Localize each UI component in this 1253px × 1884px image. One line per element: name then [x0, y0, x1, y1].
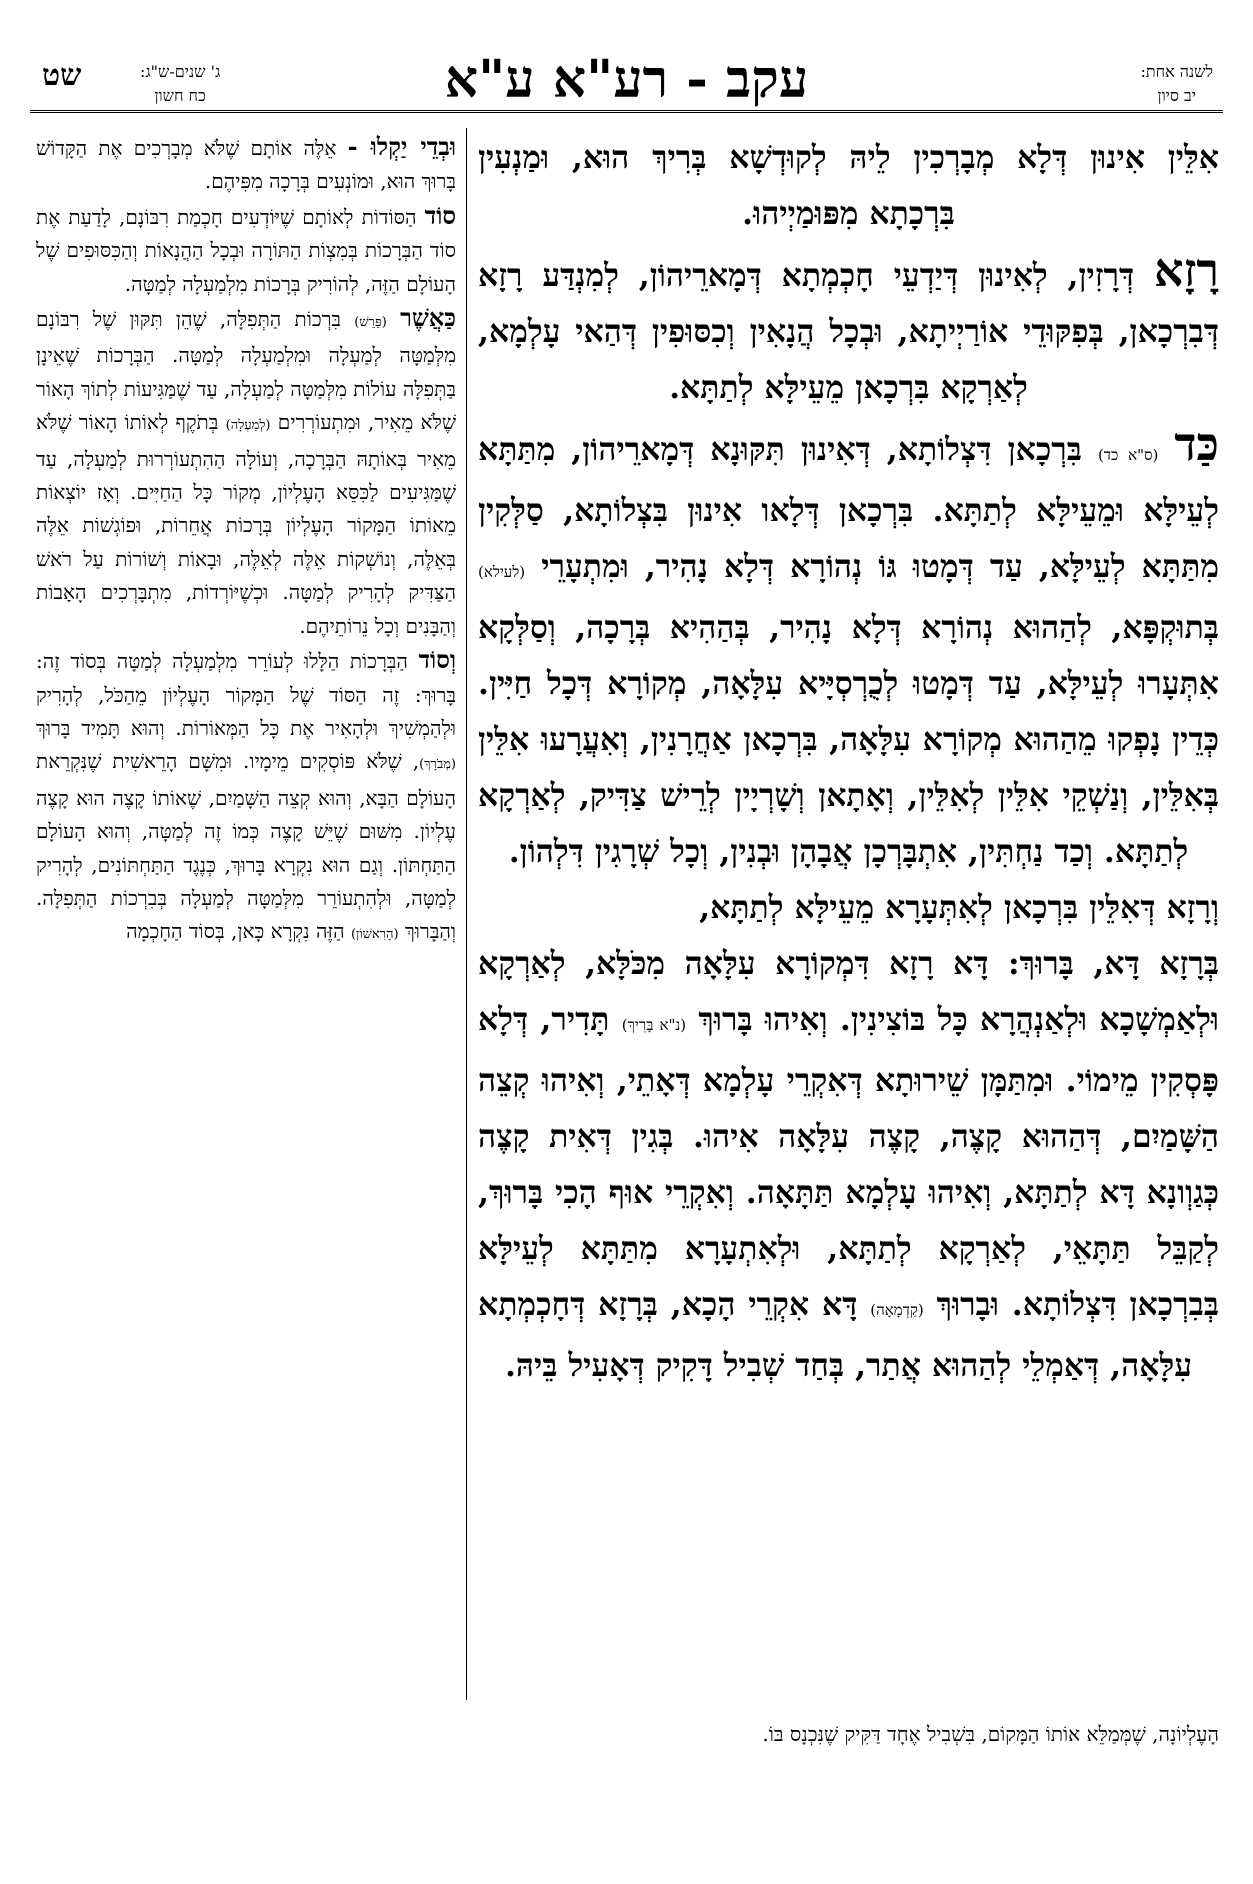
header-rule	[30, 110, 1223, 113]
commentary-paragraph-3	[36, 301, 456, 643]
main-p5-text-a: בְּרָזָא דָּא, בָּרוּךְ: דָּא רָזָא דִּמְקוֹרָא עִלָּאָה מִכֹּלָּא, לְאַרְקָא וּלְאַמְשָׁכָא וּלְאַנְהֲרָא כָּל בּוֹצִינִין. וְאִיהוּ בָּרוּךְ	[478, 945, 1219, 1038]
commentary-c2-text: הַסּוֹדוֹת לְאוֹתָם שֶׁיּוֹדְעִים חָכְמַת רִבּוֹנָם, לָדַעַת אֶת סוֹד הַבְּרָכוֹת בְּמִצְוֹת הַתּוֹרָה וּבְכָל הַהֲנָאוֹת וְהַכִּסּוּפִים שֶׁל הָעוֹלָם הַזֶּה, לְהוֹרִיק בְּרָכוֹת מִלְמַעְלָה לְמַטָּה.	[36, 204, 456, 296]
commentary-c3-text-b: בְּתֹקֶף לְאוֹתוֹ הָאוֹר שֶׁלֹּא מֵאִיר בְּאוֹתָהּ הַבְּרָכָה, וְעוֹלָה הַהִתְעוֹרְרוּת לְמַעְלָה, עַד שֶׁמַּגִּיעִים לַכִּסֵּא הָעֶלְיוֹן, מְקוֹר כָּל הַחַיִּים. וְאָז יוֹצְאוֹת מֵאוֹתוֹ הַמָּקוֹר הָעֶלְיוֹן בְּרָכוֹת אֲחֵרוֹת, וּפוֹגְשׁוֹת אֵלֶּה בְּאֵלֶּה, וְנוֹשְׁקוֹת אֵלֶּה לְאֵלֶּה, וּבָאוֹת וְשׁוֹרוֹת עַל רֹאשׁ הַצַּדִּיק לְהָרִיק לְמַטָּה. וּכְשֶׁיּוֹרְדוֹת, מִתְבָּרְכִים הָאָבוֹת וְהַבָּנִים וְכָל נֵרוֹתֵיהֶם.	[36, 410, 456, 638]
commentary-c4-text-b: , שֶׁלֹּא פּוֹסְקִים מֵימָיו. וּמִשָּׁם הָרֵאשִׁית שֶׁנִּקְרֵאת הָעוֹלָם הַבָּא, וְהוּא קְצֵה הַשָּׁמַיִם, שֶׁאוֹתוֹ קָצֶה הוּא קָצֶה עֶלְיוֹן. מִשּׁוּם שֶׁיֵּשׁ קָצֶה כְּמוֹ זֶה לְמַטָּה, וְהוּא הָעוֹלָם הַתַּחְתּוֹן. וְגַם הוּא נִקְרָא בָּרוּךְ, כְּנֶגֶד הַתַּחְתּוֹנִים, לְהָרִיק לְמַטָּה, וּלְהִתְעוֹרֵר מִלְּמַטָּה לְמַעְלָה בְּבִרְכוֹת הַתְּפִלָּה. וְהַבָּרוּךְ	[36, 749, 456, 944]
commentary-c3-note2: (לְמַעְלָה)	[225, 418, 271, 434]
commentary-c4-note2: (הָרִאשׁוֹן)	[350, 927, 399, 943]
main-p3-note2: (לעילא)	[478, 563, 526, 581]
main-paragraph-3	[478, 416, 1219, 880]
main-p5-note2: (קַדְמָאָה)	[870, 1301, 924, 1319]
commentary-paragraph-4	[36, 643, 456, 952]
page-title: עקב - רע"א ע"א	[444, 49, 809, 110]
main-p3-text-b: בְּתוּקְפָּא, לְהַהוּא נְהוֹרָא דְּלָא נָהִיר, בְּהַהִיא בְּרָכָה, וְסַלְּקָא אִתְּעָרוּ לְעֵילָּא, עַד דְּמָטוּ לְכֻרְסְיָּיא עִלָּאָה, מְקוֹרָא דְּכָל חַיִּין. כְּדֵין נָפְקוּ מֵהַהוּא מְקוֹרָא עִלָּאָה, בִּרְכָאן אַחֲרָנִין, וְאִעֲרָעוּ אִלֵּין בְּאִלֵּין, וְנַשְׁקֵי אִלֵּין לְאִלֵּין, וְאָתָאן וְשָׁרְיָין לְרֵישׁ צַדִּיק, לְאַרְקָא לְתַתָּא. וְכַד נַחְתִּין, אִתְבָּרְכָן אֲבָהָן וּבְנִין, וְכָל שְׁרָגִין דִּלְהוֹן.	[478, 609, 1219, 870]
main-paragraph-5	[478, 936, 1219, 1394]
commentary-c2-keyword: סוֹד	[424, 200, 456, 230]
main-p3-note1: (ס"א כד)	[1097, 446, 1159, 464]
commentary-paragraph-1	[36, 130, 456, 199]
main-p5-text-c: דָּא אִקְרֵי הָכָא, בְּרָזָא דְּחָכְמְתָא עִלָּאָה, דְּאַמְלֵי לְהַהוּא אֲתַר, בְּחַד שְׁבִיל דָּקִיק דְּאָעִיל בֵּיהּ.	[478, 1286, 1193, 1384]
commentary-paragraph-2	[36, 199, 456, 301]
commentary-c4-keyword: וְסוֹד	[418, 645, 456, 675]
commentary-c3-keyword: כַּאֲשֶׁר	[400, 303, 456, 333]
header-left-line2: כח חשון	[154, 86, 206, 105]
commentary-c4-text-a: הַבְּרָכוֹת הַלָּלוּ לְעוֹרֵר מִלְמַעְלָה לְמַטָּה בְּסוֹד זֶה: בָּרוּךְ: זֶה הַסּוֹד שֶׁל הַמָּקוֹר הָעֶלְיוֹן מֵהַכֹּל, לְהָרִיק וּלְהַמְשִׁיךְ וּלְהָאִיר אֶת כָּל הַמְּאוֹרוֹת. וְהוּא תָּמִיד בָּרוּךְ	[36, 649, 456, 740]
commentary-c4-text-c: הַזֶּה נִקְרָא כָּאן, בְּסוֹד הַחָכְמָה	[126, 919, 345, 944]
commentary-column	[36, 130, 456, 1704]
commentary-c1-keyword: וּבְדֵי יַקְלוּ -	[347, 132, 456, 161]
main-p3-text-a: בִּרְכָאן דִּצְלוֹתָא, דְּאִינוּן תִּקּוּנָא דְּמָארֵיהוֹן, מִתַּתָּא לְעֵילָּא וּמֵעֵילָּא לְתַתָּא. בִּרְכָאן דְּלָאו אִינוּן בִּצְלוֹתָא, סַלְּקִין מִתַּתָּא לְעֵילָּא, עַד דְּמָטוּ גּוֹ נְהוֹרָא דְּלָא נָהִיר, וּמִתְעָרֵי	[478, 431, 1219, 585]
page-number: שט	[42, 58, 82, 93]
header-right-cycle	[1140, 60, 1213, 108]
commentary-c4-note1: (מְבֹרָךְ)	[419, 757, 456, 773]
main-p2-text: דְּרָזִין, לְאִינוּן דְּיַדְעֵי חָכְמְתָא דְּמָארֵיהוֹן, לְמִנְדַּע רָזָא דְּבִרְכָאן, בְּפִקּוּדֵי אוֹרַיְיתָא, וּבְכָל הֲנָאִין וְכִסּוּפִין דְּהַאי עָלְמָא, לְאַרְקָא בִּרְכָאן מֵעֵילָּא לְתַתָּא.	[478, 257, 1219, 406]
commentary-overflow-line: הָעֶלְיוֹנָה, שֶׁמְּמַלֵּא אוֹתוֹ הַמָּקוֹם, בִּשְׁבִיל אֶחָד דַּקִּיק שֶׁנִּכְנָס בּוֹ.	[762, 1722, 1219, 1746]
main-p3-lead-word: כַּד	[1174, 417, 1219, 471]
header-left-line1: ג' שנים-ש"ג:	[140, 62, 221, 81]
main-p5-note1: (נ"א בָּרִיךְ)	[621, 1016, 687, 1034]
header-right-line1: לשנה אחת:	[1140, 62, 1213, 81]
main-p5-text-b: תָּדִיר, דְּלָא פָּסְקִין מֵימוֹי. וּמִתַּמָּן שֵׁירוּתָא דְּאִקְרֵי עָלְמָא דְּאָתֵי, וְאִיהוּ קְצֵה הַשָּׁמַיִם, דְּהַהוּא קָצֶה, קָצֶה עִלָּאָה אִיהוּ. בְּגִין דְּאִית קָצֶה כְּגַוְונָא דָּא לְתַתָּא, וְאִיהוּ עָלְמָא תַּתָּאָה. וְאִקְרֵי אוּף הָכִי בָּרוּךְ, לְקַבֵּל תַּתָּאֵי, לְאַרְקָא לְתַתָּא, וּלְאִתְעָרָא מִתַּתָּא לְעֵילָּא בְּבִרְכָאן דִּצְלוֹתָא. וּבָרוּךְ	[478, 1001, 1219, 1323]
column-divider	[466, 128, 467, 1700]
commentary-c3-text-a: בִּרְכוֹת הַתְּפִלָּה, שֶׁהֵן תִּקּוּן שֶׁל רִבּוֹנָם מִלְּמַטָּה לְמַעְלָה וּמִלְמַעְלָה לְמַטָּה. הַבְּרָכוֹת שֶׁאֵינָן בַּתְּפִלָּה עוֹלוֹת מִלְּמַטָּה לְמַעְלָה, עַד שֶׁמַּגִּיעוֹת לְתוֹךְ הָאוֹר שֶׁלֹּא מֵאִיר, וּמִתְעוֹרְרִים	[36, 307, 456, 435]
main-p2-lead-word: רָזָא	[1154, 243, 1219, 297]
commentary-c3-note1: (פֵּרֵשׁ)	[354, 315, 387, 331]
main-paragraph-2	[478, 242, 1219, 416]
commentary-c1-text: אֵלֶּה אוֹתָם שֶׁלֹּא מְבָרְכִים אֶת הַקָּדוֹשׁ בָּרוּךְ הוּא, וּמוֹנְעִים בְּרָכָה מִפִּיהֶם.	[36, 136, 456, 194]
main-paragraph-1	[478, 130, 1219, 242]
header-right-line2: יב סיון	[1157, 86, 1196, 105]
main-p4-text: וְרָזָא דְּאִלֵּין בִּרְכָאן לְאִתְּעָרָא מֵעֵילָּא לְתַתָּא,	[699, 889, 1219, 926]
page-header	[30, 50, 1223, 110]
main-paragraph-4	[478, 880, 1219, 936]
main-text-column	[478, 130, 1219, 1700]
main-p1-text: אִלֵּין אִינוּן דְּלָא מְבָרְכִין לֵיהּ לְקוּדְשָׁא בְּרִיךְ הוּא, וּמַנְעִין בִּרְכָתָא מִפּוּמַיְיהוּ.	[478, 139, 1219, 232]
